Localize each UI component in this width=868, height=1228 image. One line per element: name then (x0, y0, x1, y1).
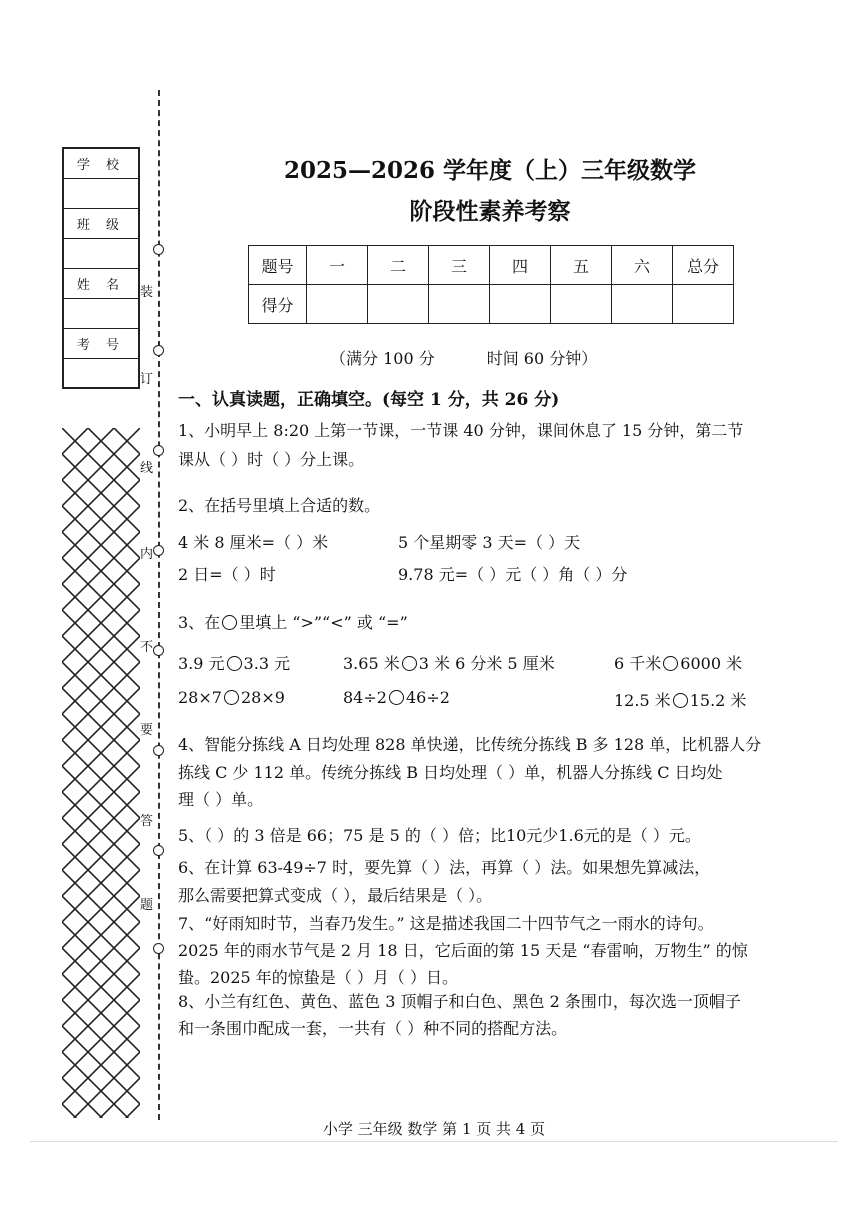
full-score-text: （满分 100 分 (330, 349, 435, 368)
binding-hole-icon (153, 445, 164, 456)
question-1-line1: 1、小明早上 8:20 上第一节课，一节课 40 分钟，课间休息了 15 分钟，第二节 (178, 421, 744, 440)
question-2-item: 4 米 8 厘米=（ ）米 (178, 533, 329, 552)
question-4-line3: 理（ ）单。 (178, 790, 264, 809)
binding-hole-icon (153, 345, 164, 356)
score-table (248, 245, 734, 324)
question-7-line3: 蛰。2025 年的惊蛰是（ ）月（ ）日。 (178, 968, 458, 987)
question-1-line2: 课从（ ）时（ ）分上课。 (178, 450, 365, 469)
question-2-heading: 2、在括号里填上合适的数。 (178, 496, 381, 515)
binding-char: 订 (140, 372, 154, 387)
question-3-item: 84÷2 46÷2 (343, 688, 450, 707)
question-3-heading: 3、在 里填上 “>”“<” 或 “=” (178, 613, 408, 632)
question-4-line1: 4、智能分拣线 A 日均处理 828 单快递，比传统分拣线 B 多 128 单，比机器人分 (178, 735, 762, 754)
compare-circle-icon[interactable] (673, 693, 688, 708)
question-5: 5、（ ）的 3 倍是 66；75 是 5 的（ ）倍；比10元少1.6元的是（ ）元。 (178, 826, 701, 845)
score-cell[interactable] (612, 285, 673, 324)
score-table-header: 三 (429, 246, 490, 285)
question-7-line2: 2025 年的雨水节气是 2 月 18 日，它后面的第 15 天是 “春雷响，万物生” 的惊 (178, 941, 748, 960)
score-cell[interactable] (368, 285, 429, 324)
name-label: 姓 名 (64, 269, 138, 299)
score-table-score-row (249, 285, 734, 324)
compare-circle-icon[interactable] (389, 690, 404, 705)
compare-circle-icon (222, 615, 237, 630)
score-table-header-row (249, 246, 734, 285)
score-table-header: 五 (551, 246, 612, 285)
question-2-item: 9.78 元=（ ）元（ ）角（ ）分 (398, 565, 628, 584)
binding-char: 装 (140, 285, 154, 300)
footer-divider (30, 1141, 838, 1142)
score-cell[interactable] (429, 285, 490, 324)
question-3-item: 12.5 米 15.2 米 (614, 691, 747, 710)
question-2-item: 2 日=（ ）时 (178, 565, 276, 584)
binding-hole-icon (153, 745, 164, 756)
question-8-line1: 8、小兰有红色、黄色、蓝色 3 顶帽子和白色、黑色 2 条围巾，每次选一顶帽子 (178, 992, 741, 1011)
compare-circle-icon[interactable] (663, 656, 678, 671)
score-cell[interactable] (490, 285, 551, 324)
compare-circle-icon[interactable] (227, 656, 242, 671)
binding-char: 要 (140, 723, 154, 738)
question-8-line2: 和一条围巾配成一套，一共有（ ）种不同的搭配方法。 (178, 1019, 568, 1038)
score-cell[interactable] (673, 285, 734, 324)
question-3-item: 6 千米 6000 米 (614, 654, 743, 673)
exam-number-field[interactable] (64, 359, 138, 389)
score-table-header: 六 (612, 246, 673, 285)
page-footer: 小学 三年级 数学 第 1 页 共 4 页 (322, 1120, 546, 1138)
score-cell[interactable] (551, 285, 612, 324)
class-label: 班 级 (64, 209, 138, 239)
class-field[interactable] (64, 239, 138, 269)
binding-hole-icon (153, 943, 164, 954)
lattice-pattern (62, 428, 140, 1118)
student-info-box (62, 147, 140, 389)
binding-hole-icon (153, 645, 164, 656)
binding-hole-icon (153, 845, 164, 856)
compare-circle-icon[interactable] (224, 690, 239, 705)
exam-subtitle: 阶段性素养考察 (409, 198, 571, 225)
name-field[interactable] (64, 299, 138, 329)
score-cell[interactable] (307, 285, 368, 324)
compare-circle-icon[interactable] (402, 656, 417, 671)
exam-meta (330, 346, 597, 369)
score-table-header: 总分 (673, 246, 734, 285)
question-2-item: 5 个星期零 3 天=（ ）天 (398, 533, 581, 552)
binding-hole-icon (153, 545, 164, 556)
section-heading: 一、认真读题，正确填空。(每空 1 分，共 26 分) (178, 390, 560, 410)
score-table-header: 题号 (249, 246, 307, 285)
binding-char: 线 (140, 461, 154, 476)
exam-number-label: 考 号 (64, 329, 138, 359)
binding-char: 内 (140, 547, 154, 562)
score-table-header: 四 (490, 246, 551, 285)
question-3-item: 28×7 28×9 (178, 688, 285, 707)
question-7-line1: 7、“好雨知时节，当春乃发生。” 这是描述我国二十四节气之一雨水的诗句。 (178, 914, 714, 933)
time-limit-text: 时间 60 分钟） (486, 349, 598, 368)
question-3-item: 3.65 米 3 米 6 分米 5 厘米 (343, 654, 555, 673)
exam-title: 2025—2026 学年度（上）三年级数学 (283, 157, 697, 184)
question-6-line1: 6、在计算 63-49÷7 时，要先算（ ）法，再算（ ）法。如果想先算减法， (178, 858, 711, 877)
question-3-item: 3.9 元 3.3 元 (178, 654, 291, 673)
binding-char: 题 (140, 898, 154, 913)
question-4-line2: 拣线 C 少 112 单。传统分拣线 B 日均处理（ ）单，机器人分拣线 C 日均处 (178, 763, 723, 782)
binding-char: 不 (140, 640, 154, 655)
binding-hole-icon (153, 244, 164, 255)
binding-char: 答 (140, 814, 154, 829)
score-table-header: 一 (307, 246, 368, 285)
question-6-line2: 那么需要把算式变成（ ），最后结果是（ ）。 (178, 886, 493, 905)
score-row-label: 得分 (249, 285, 307, 324)
school-field[interactable] (64, 179, 138, 209)
school-label: 学 校 (64, 149, 138, 179)
score-table-header: 二 (368, 246, 429, 285)
